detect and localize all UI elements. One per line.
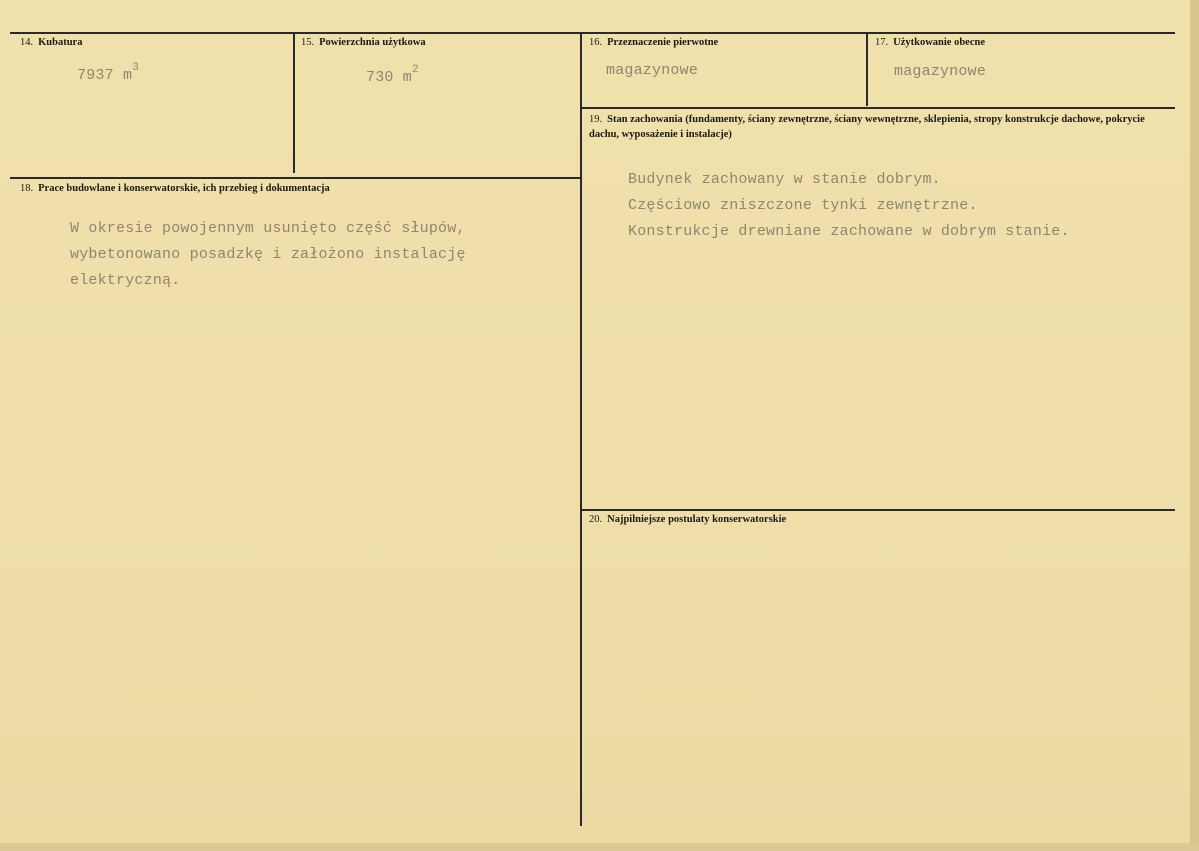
card-edge-bottom bbox=[0, 843, 1199, 851]
field-19-label bbox=[589, 112, 1154, 142]
divider-14-15 bbox=[293, 33, 295, 173]
field-19-line: Konstrukcje drewniane zachowane w dobrym stanie. bbox=[628, 223, 1070, 240]
field-15-number: 15. bbox=[301, 37, 315, 48]
field-15-value bbox=[366, 64, 419, 86]
field-19-line: Częściowo zniszczone tynki zewnętrzne. bbox=[628, 197, 978, 214]
field-16-label bbox=[589, 37, 718, 48]
field-17-label bbox=[875, 37, 985, 48]
field-16-title: Przeznaczenie pierwotne bbox=[607, 37, 719, 48]
field-18-number: 18. bbox=[20, 183, 34, 194]
powierzchnia-value: 730 m bbox=[366, 69, 413, 86]
field-20-number: 20. bbox=[589, 514, 603, 525]
field-17-value: magazynowe bbox=[894, 63, 987, 80]
field-19-line: Budynek zachowany w stanie dobrym. bbox=[628, 171, 941, 188]
field-19-title: Stan zachowania (fundamenty, ściany zewnętrzne, ściany wewnętrzne, sklepienia, stropy konstrukcje dachowe, pokrycie dachu, wyposażenie i instalacje) bbox=[589, 114, 1145, 140]
divider-16-17 bbox=[866, 33, 868, 106]
field-16-number: 16. bbox=[589, 37, 603, 48]
field-15-label bbox=[301, 37, 426, 48]
powierzchnia-unit-exponent: 2 bbox=[412, 64, 419, 76]
field-20-label bbox=[589, 514, 786, 525]
field-18-line: elektryczną. bbox=[70, 272, 181, 289]
divider-center bbox=[580, 33, 582, 826]
field-18-text bbox=[70, 216, 466, 294]
kubatura-value: 7937 m bbox=[77, 67, 133, 84]
field-15-title: Powierzchnia użytkowa bbox=[319, 37, 426, 48]
rule-above-19 bbox=[581, 107, 1175, 109]
field-17-number: 17. bbox=[875, 37, 889, 48]
field-19-number: 19. bbox=[589, 114, 603, 125]
field-14-title: Kubatura bbox=[38, 37, 83, 48]
field-19-text bbox=[628, 167, 1070, 245]
field-18-line: W okresie powojennym usunięto część słupów, bbox=[70, 220, 466, 237]
field-14-label bbox=[20, 37, 82, 48]
rule-above-18 bbox=[10, 177, 581, 179]
kubatura-unit-exponent: 3 bbox=[132, 62, 140, 74]
field-16-value: magazynowe bbox=[606, 62, 699, 79]
rule-above-20 bbox=[581, 509, 1175, 511]
field-14-number: 14. bbox=[20, 37, 34, 48]
field-18-title: Prace budowlane i konserwatorskie, ich przebieg i dokumentacja bbox=[38, 183, 330, 194]
field-18-label bbox=[20, 183, 330, 194]
top-rule bbox=[10, 32, 1175, 34]
field-14-value bbox=[77, 62, 140, 84]
card-edge-right bbox=[1190, 0, 1199, 851]
field-18-line: wybetonowano posadzkę i założono instalację bbox=[70, 246, 466, 263]
field-20-title: Najpilniejsze postulaty konserwatorskie bbox=[607, 514, 787, 525]
field-17-title: Użytkowanie obecne bbox=[893, 37, 985, 48]
